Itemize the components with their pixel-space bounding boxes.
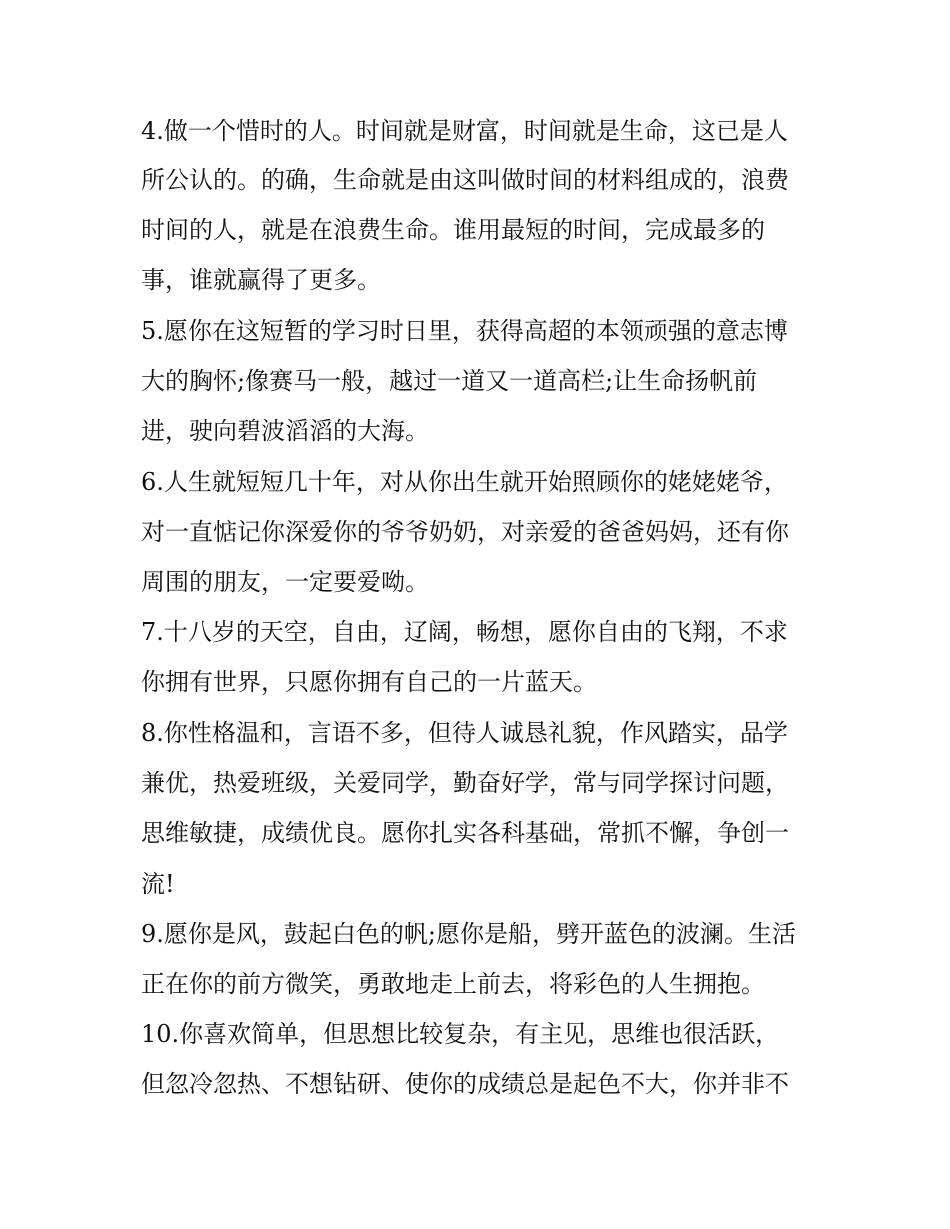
text-line: 你拥有世界，只愿你拥有自己的一片蓝天。 (141, 668, 597, 696)
text-line: 对一直惦记你深爱你的爷爷奶奶，对亲爱的爸爸妈妈，还有你 (141, 518, 789, 546)
text-line: 事，谁就赢得了更多。 (141, 266, 381, 294)
text-line: 8.你性格温和，言语不多，但待人诚恳礼貌，作风踏实，品学 (141, 719, 788, 747)
text-line: 大的胸怀;像赛马一般，越过一道又一道高栏;让生命扬帆前 (141, 367, 758, 395)
text-line: 9.愿你是风，鼓起白色的帆;愿你是船，劈开蓝色的波澜。生活 (141, 920, 796, 948)
text-line: 周围的朋友，一定要爱呦。 (141, 568, 429, 596)
text-line: 正在你的前方微笑，勇敢地走上前去，将彩色的人生拥抱。 (141, 970, 765, 998)
text-line: 时间的人，就是在浪费生命。谁用最短的时间，完成最多的 (141, 216, 765, 244)
text-line: 所公认的。的确，生命就是由这叫做时间的材料组成的，浪费 (141, 166, 789, 194)
text-line: 5.愿你在这短暂的学习时日里，获得高超的本领顽强的意志博 (141, 317, 788, 345)
text-line: 7.十八岁的天空，自由，辽阔，畅想，愿你自由的飞翔，不求 (141, 618, 788, 646)
text-line: 进，驶向碧波滔滔的大海。 (141, 417, 429, 445)
text-line: 流! (141, 870, 175, 898)
text-line: 但忽冷忽热、不想钻研、使你的成绩总是起色不大，你并非不 (141, 1070, 789, 1098)
text-line: 思维敏捷，成绩优良。愿你扎实各科基础，常抓不懈，争创一 (141, 819, 789, 847)
text-line: 兼优，热爱班级，关爱同学，勤奋好学，常与同学探讨问题， (141, 769, 789, 797)
text-line: 4.做一个惜时的人。时间就是财富，时间就是生命，这已是人 (141, 117, 788, 145)
text-line: 10.你喜欢简单，但思想比较复杂，有主见，思维也很活跃， (141, 1020, 780, 1048)
text-line: 6.人生就短短几十年，对从你出生就开始照顾你的姥姥姥爷， (141, 468, 788, 496)
